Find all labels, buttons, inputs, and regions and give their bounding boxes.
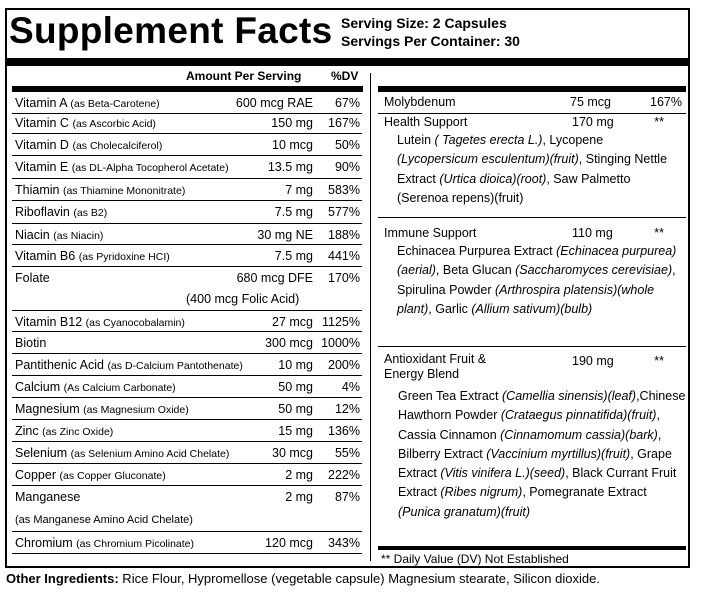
nutrient-label: Magnesium [15, 402, 80, 416]
molybdenum-row [378, 93, 686, 113]
nutrient-amount: 150 mg [271, 116, 313, 130]
nutrient-amount: 7.5 mg [274, 249, 313, 263]
nutrient-dv: 167% [650, 95, 682, 109]
blend-dv: ** [654, 354, 664, 368]
nutrient-source: (as Magnesium Oxide) [83, 404, 189, 416]
nutrient-source: (as DL-Alpha Tocopherol Acetate) [71, 162, 229, 174]
serving-size: Serving Size: 2 Capsules [341, 15, 507, 31]
nutrient-dv: 200% [328, 358, 360, 372]
nutrient-name [15, 399, 189, 420]
nutrient-amount: 50 mg [278, 380, 313, 394]
nutrient-source: (As Calcium Carbonate) [63, 382, 176, 394]
nutrient-dv: 170% [328, 271, 360, 285]
nutrient-label: Vitamin C [15, 116, 69, 130]
nutrient-row [12, 135, 362, 156]
nutrient-label: Vitamin A [15, 96, 67, 110]
nutrient-label: Vitamin B12 [15, 315, 83, 329]
health-support-block [378, 113, 686, 217]
nutrient-name [15, 157, 229, 178]
nutrient-source: (as Thiamine Mononitrate) [62, 185, 186, 197]
nutrient-row [12, 377, 362, 398]
nutrient-dv: 343% [328, 536, 360, 550]
nutrient-label: Copper [15, 468, 56, 482]
other-ingredients-text: Rice Flour, Hypromellose (vegetable capsule) Magnesium stearate, Silicon dioxide. [118, 571, 600, 586]
nutrient-dv: 55% [334, 446, 360, 460]
header-divider [12, 86, 363, 92]
nutrient-source: (as Pyridoxine HCI) [78, 251, 170, 263]
nutrient-source: (as Niacin) [53, 230, 104, 242]
nutrient-row [12, 113, 362, 134]
nutrient-dv: 583% [328, 183, 360, 197]
nutrient-amount: 75 mcg [570, 95, 611, 109]
nutrient-subnote: (as Manganese Amino Acid Chelate) [15, 514, 193, 526]
nutrient-row [12, 355, 362, 376]
blend-ingredients: Lutein ( Tagetes erecta L.), Lycopene (Lycopersicum esculentum)(fruit), Stinging Nettle Extract (Urtica dioica)(root), Saw Palmetto (Serenoa repens)(fruit) [397, 133, 668, 205]
nutrient-name [15, 93, 160, 114]
blend-name: Health Support [384, 115, 468, 129]
nutrient-amount: 10 mg [278, 358, 313, 372]
nutrient-row [12, 246, 362, 267]
bottom-divider [378, 546, 686, 550]
nutrient-source: (as Zinc Oxide) [42, 426, 114, 438]
blend-name-line2: Energy Blend [384, 367, 460, 381]
right-header-divider [378, 86, 686, 92]
nutrient-source: (as Cyanocobalamin) [85, 317, 185, 329]
nutrient-dv: 1000% [321, 336, 360, 350]
nutrient-dv: 50% [334, 138, 360, 152]
nutrient-label: Zinc [15, 424, 39, 438]
nutrient-amount: 2 mg [285, 490, 313, 504]
nutrient-dv: 67% [334, 96, 360, 110]
serving-info [341, 14, 520, 50]
column-divider [370, 73, 371, 561]
nutrient-label: Biotin [15, 336, 47, 350]
nutrient-row [12, 157, 362, 179]
nutrient-dv: 12% [334, 402, 360, 416]
nutrient-amount: 680 mcg DFE [236, 271, 313, 285]
dv-header: %DV [331, 69, 359, 83]
nutrient-name [15, 180, 185, 201]
nutrient-source: (as D-Calcium Pantothenate) [107, 360, 243, 372]
nutrient-dv: 1125% [322, 315, 360, 329]
nutrient-name [15, 421, 113, 442]
nutrient-row [12, 443, 362, 464]
nutrient-row [12, 421, 362, 442]
nutrient-source: (as B2) [73, 207, 108, 219]
nutrient-row [12, 465, 362, 486]
blend-amount: 170 mg [572, 115, 614, 129]
blend-dv: ** [654, 115, 664, 129]
nutrient-name [15, 268, 50, 288]
nutrient-source: (as Ascorbic Acid) [72, 118, 156, 130]
nutrient-dv: 222% [328, 468, 360, 482]
nutrient-dv: 188% [328, 228, 360, 242]
row-divider [378, 346, 686, 347]
nutrient-name [15, 533, 194, 554]
nutrient-label: Manganese [15, 490, 81, 504]
nutrient-dv: 4% [341, 380, 360, 394]
antioxidant-blend-block [378, 352, 686, 547]
nutrient-name [15, 377, 176, 398]
nutrient-amount: 7 mg [285, 183, 313, 197]
nutrient-name [15, 113, 156, 134]
other-ingredients-label: Other Ingredients: [6, 571, 119, 586]
nutrient-name [15, 225, 103, 246]
dv-footnote: ** Daily Value (DV) Not Established [381, 552, 569, 566]
nutrient-dv: 441% [328, 249, 360, 263]
nutrient-amount: 120 mcg [265, 536, 313, 550]
nutrient-subnote: (400 mcg Folic Acid) [186, 292, 300, 306]
nutrient-row [12, 180, 362, 201]
nutrient-dv: 167% [328, 116, 360, 130]
blend-name-line1: Antioxidant Fruit & [384, 352, 487, 366]
blend-ingredients: Echinacea Purpurea Extract (Echinacea purpurea)(aerial), Beta Glucan (Saccharomyces cerevisiae), Spirulina Powder (Arthrospira platensis)(whole plant), Garlic (Allium sativum)(bulb) [397, 244, 677, 316]
nutrient-name: Molybdenum [384, 95, 456, 109]
amount-header: Amount Per Serving [186, 69, 302, 83]
nutrient-label: Riboflavin [15, 205, 70, 219]
nutrient-amount: 15 mg [278, 424, 313, 438]
nutrient-row [12, 333, 362, 354]
nutrient-amount: 300 mcg [265, 336, 313, 350]
nutrient-label: Folate [15, 271, 50, 285]
title-divider [7, 58, 688, 66]
nutrient-label: Thiamin [15, 183, 60, 197]
immune-support-block [378, 224, 686, 342]
nutrient-amount: 13.5 mg [267, 160, 313, 174]
row-divider [378, 217, 686, 218]
nutrient-amount: 2 mg [285, 468, 313, 482]
nutrient-name [15, 202, 107, 223]
nutrient-row [12, 225, 362, 245]
nutrient-amount: 30 mg NE [257, 228, 313, 242]
nutrient-label: Vitamin E [15, 160, 69, 174]
nutrient-source: (as Selenium Amino Acid Chelate) [70, 448, 230, 460]
blend-name [384, 352, 486, 382]
nutrient-row [12, 93, 362, 114]
nutrient-name [15, 443, 229, 464]
nutrient-amount: 27 mcg [272, 315, 313, 329]
nutrient-amount: 600 mcg RAE [235, 96, 313, 110]
blend-ingredients: Green Tea Extract (Camellia sinensis)(leaf),Chinese Hawthorn Powder (Crataegus pinnatifida)(fruit), Cassia Cinnamon (Cinnamomum cassia)(bark), Bilberry Extract (Vaccinium myrtillus)(fruit), Grape Extract (Vitis vinifera L.)(seed), Black Currant Fruit Extract (Ribes nigrum), Pomegranate Extract (Punica granatum)(fruit) [398, 389, 686, 519]
nutrient-source: (as Beta-Carotene) [70, 98, 160, 110]
nutrient-name [15, 246, 170, 267]
blend-amount: 190 mg [572, 354, 614, 368]
nutrient-amount: 7.5 mg [274, 205, 313, 219]
nutrient-row [12, 268, 362, 311]
nutrient-amount: 30 mcg [272, 446, 313, 460]
nutrient-dv: 136% [328, 424, 360, 438]
nutrient-source: (as Cholecalciferol) [72, 140, 163, 152]
nutrient-label: Vitamin B6 [15, 249, 76, 263]
nutrient-name [15, 312, 185, 333]
nutrient-name [15, 333, 46, 353]
nutrient-row [12, 202, 362, 224]
nutrient-row [12, 312, 362, 332]
blend-amount: 110 mg [572, 226, 613, 240]
nutrient-source: (as Chromium Picolinate) [76, 538, 195, 550]
nutrient-dv: 87% [334, 490, 360, 504]
nutrient-name [15, 465, 166, 486]
nutrient-label: Niacin [15, 228, 50, 242]
servings-per-container: Servings Per Container: 30 [341, 33, 520, 49]
nutrient-amount: 50 mg [278, 402, 313, 416]
nutrient-label: Vitamin D [15, 138, 69, 152]
nutrient-label: Calcium [15, 380, 61, 394]
nutrient-row [12, 533, 362, 554]
blend-dv: ** [654, 226, 664, 240]
nutrient-row [12, 399, 362, 420]
nutrient-name [15, 355, 243, 376]
nutrient-amount: 10 mcg [272, 138, 313, 152]
nutrient-name [15, 135, 162, 156]
nutrient-label: Pantithenic Acid [15, 358, 104, 372]
nutrient-label: Selenium [15, 446, 68, 460]
panel-title: Supplement Facts [9, 10, 333, 51]
nutrient-row [12, 487, 362, 532]
nutrient-source: (as Copper Gluconate) [59, 470, 166, 482]
nutrient-dv: 577% [328, 205, 360, 219]
nutrient-label: Chromium [15, 536, 73, 550]
blend-name: Immune Support [384, 226, 477, 240]
nutrient-name [15, 487, 80, 507]
nutrient-dv: 90% [334, 160, 360, 174]
other-ingredients [6, 571, 600, 586]
